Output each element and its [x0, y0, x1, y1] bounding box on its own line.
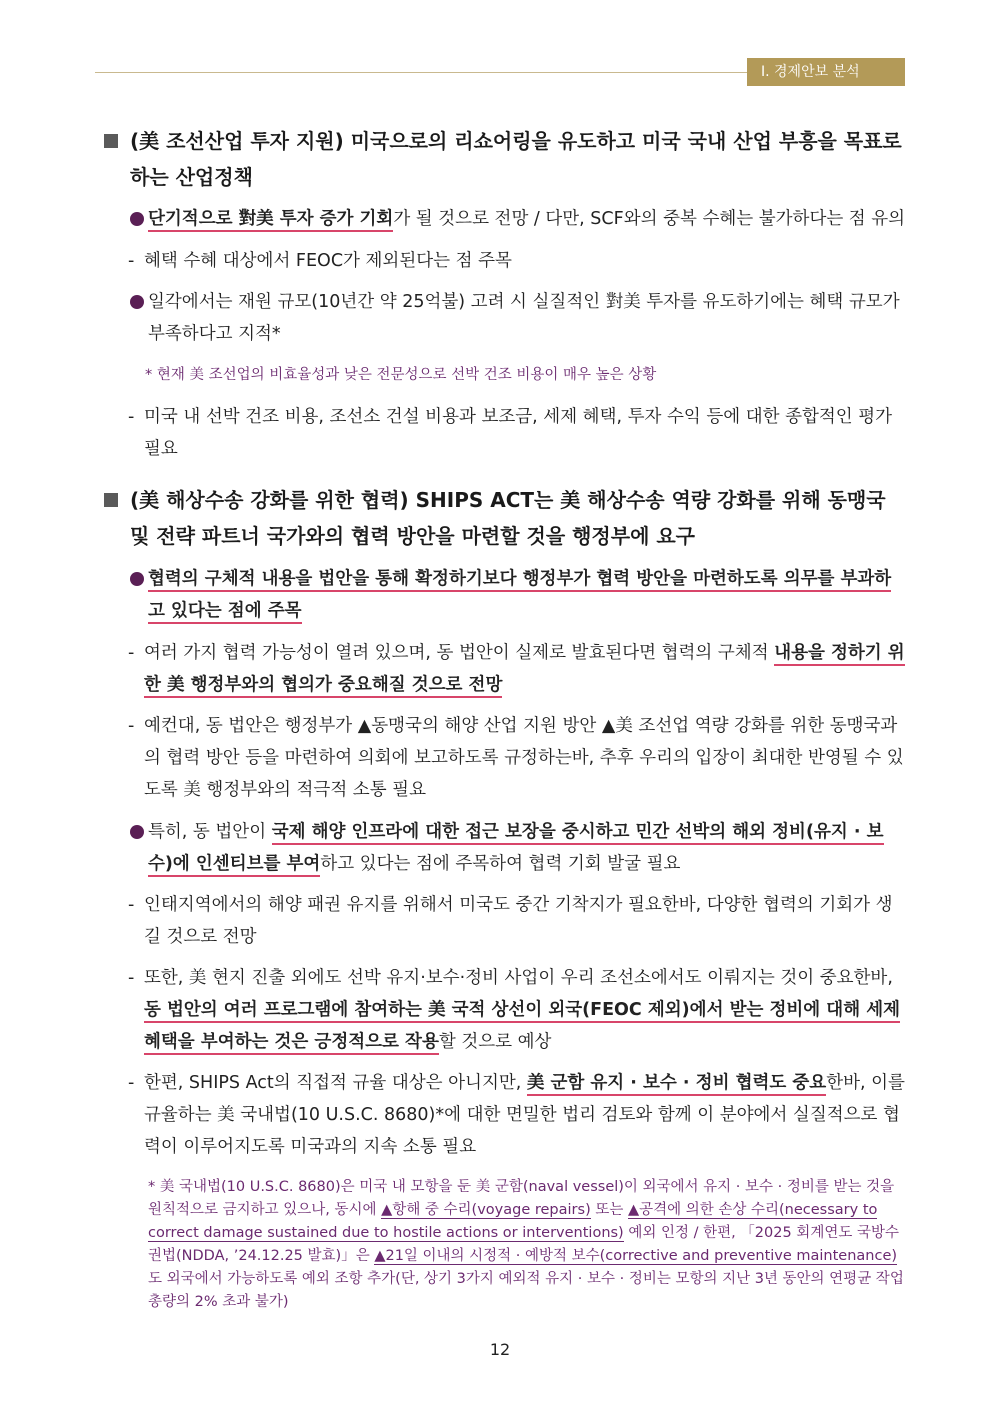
dash-text: 예컨대, 동 법안은 행정부가 ▲동맹국의 해양 산업 지원 방안 ▲美 조선업 역량 강화를 위한 동맹국과의 협력 방안 등을 마련하여 의회에 보고하도록 규정하는바, 추후 우리의 입장이 최대한 반영될 수 있도록 美 행정부와의 적극적 소통 필요	[144, 716, 904, 800]
section1-dash1: - 혜택 수혜 대상에서 FEOC가 제외된다는 점 주목	[128, 245, 908, 277]
highlighted-phrase: 협력의 구체적 내용을 법안을 통해 확정하기보다 행정부가 협력 방안을 마련하도록 의무를 부과하고 있다는 점에 주목	[148, 569, 891, 624]
section-tab: Ⅰ. 경제안보 분석	[747, 58, 905, 86]
dash-text: 혜택 수혜 대상에서 FEOC가 제외된다는 점 주목	[144, 251, 512, 271]
section2-dash2: - 예컨대, 동 법안은 행정부가 ▲동맹국의 해양 산업 지원 방안 ▲美 조선업 역량 강화를 위한 동맹국과의 협력 방안 등을 마련하여 의회에 보고하도록 규정하는바, 추후 우리의 입장이 최대한 반영될 수 있도록 美 행정부와의 적극적 소통 필요	[128, 710, 908, 806]
bullet-text: 하고 있다는 점에 주목하여 협력 기회 발굴 필요	[320, 854, 681, 874]
footnote-underlined: ▲항해 중 수리(voyage repairs)	[381, 1202, 591, 1218]
section2-bullet1	[130, 563, 908, 627]
dash-text: 인태지역에서의 해양 패권 유지를 위해서 미국도 중간 기착지가 필요한바, 다양한 협력의 기회가 생길 것으로 전망	[144, 895, 893, 947]
dash-text: 미국 내 선박 건조 비용, 조선소 건설 비용과 보조금, 세제 혜택, 투자 수익 등에 대한 종합적인 평가 필요	[144, 407, 893, 459]
square-bullet-icon	[104, 493, 118, 507]
section2-dash5: - 한편, SHIPS Act의 직접적 규율 대상은 아니지만, 美 군함 유지 · 보수 · 정비 협력도 중요한바, 이를 규율하는 美 국내법(10 U.S.C. 8680)*에 대한 면밀한 법리 검토와 함께 이 분야에서 실질적으로 협력이 이루어지도록 미국과의 지속 소통 필요	[128, 1073, 905, 1157]
dash-text: 여러 가지 협력 가능성이 열려 있으며, 동 법안이 실제로 발효된다면 협력의 구체적	[144, 643, 775, 663]
footnote-underlined: ▲21일 이내의 시정적 · 예방적 보수(corrective and preventive maintenance)	[374, 1248, 898, 1264]
section2-dash1: - 여러 가지 협력 가능성이 열려 있으며, 동 법안이 실제로 발효된다면 협력의 구체적 내용을 정하기 위한 美 행정부와의 협의가 중요해질 것으로 전망	[128, 637, 908, 701]
footnote-underlined: ▲공격에 의한 손상 수리(necessary to correct damage sustained due to hostile actions or interventions)	[148, 1202, 878, 1241]
section2-heading	[104, 482, 909, 554]
section2-dash4: - 또한, 美 현지 진출 외에도 선박 유지·보수·정비 사업이 우리 조선소에서도 이뤄지는 것이 중요한바, 동 법안의 여러 프로그램에 참여하는 美 국적 상선이 외국(FEOC 제외)에서 받는 정비에 대해 세제 혜택을 부여하는 것은 긍정적으로 작용할 것으로 예상	[128, 962, 908, 1058]
highlighted-phrase: 美 군함 유지 · 보수 · 정비 협력도 중요	[527, 1073, 826, 1096]
header-rule	[95, 72, 747, 73]
bullet-text: 특히, 동 법안이	[148, 822, 272, 842]
dash-text: 한편, SHIPS Act의 직접적 규율 대상은 아니지만,	[144, 1073, 527, 1093]
section1-heading	[104, 123, 909, 195]
section1-heading-text: (美 조선산업 투자 지원) 미국으로의 리쇼어링을 유도하고 미국 국내 산업 부흥을 목표로 하는 산업정책	[130, 129, 902, 189]
circle-bullet-icon	[130, 825, 144, 839]
highlighted-phrase: 내용을 정하기 위한 美 행정부와의 협의가 중요해질 것으로 전망	[144, 643, 905, 698]
section2-heading-text: (美 해상수송 강화를 위한 협력) SHIPS ACT는 美 해상수송 역량 강화를 위해 동맹국 및 전략 파트너 국가와의 협력 방안을 마련할 것을 행정부에 요구	[130, 488, 886, 548]
section1-dash2: - 미국 내 선박 건조 비용, 조선소 건설 비용과 보조금, 세제 혜택, 투자 수익 등에 대한 종합적인 평가 필요	[128, 401, 908, 465]
section2-bullet2	[130, 816, 908, 880]
dash-text: 할 것으로 예상	[438, 1032, 552, 1052]
dash-text: 한바, 이를 규율하는 美 국내법(10 U.S.C. 8680)*에 대한 면밀한 법리 검토와 함께 이 분야에서 실질적으로 협력이 이루어지도록 미국과의 지속 소통 필요	[144, 1073, 905, 1157]
page-number: 12	[489, 1340, 511, 1359]
highlighted-phrase: 단기적으로 對美 투자 증가 기회	[148, 209, 393, 232]
bullet-text: 가 될 것으로 전망 / 다만, SCF와의 중복 수혜는 불가하다는 점 유의	[393, 209, 906, 229]
square-bullet-icon	[104, 134, 118, 148]
section1-bullet2	[130, 286, 908, 350]
section1-footnote: * 현재 美 조선업의 비효율성과 낮은 전문성으로 선박 건조 비용이 매우 높은 상황	[145, 367, 657, 383]
bullet-text: 일각에서는 재원 규모(10년간 약 25억불) 고려 시 실질적인 對美 투자를 유도하기에는 혜택 규모가 부족하다고 지적*	[148, 292, 900, 344]
dash-text: 또한, 美 현지 진출 외에도 선박 유지·보수·정비 사업이 우리 조선소에서도 이뤄지는 것이 중요한바,	[144, 968, 893, 988]
circle-bullet-icon	[130, 572, 144, 586]
circle-bullet-icon	[130, 295, 144, 309]
section2-footnote: * 美 국내법(10 U.S.C. 8680)은 미국 내 모항을 둔 美 군함(naval vessel)이 외국에서 유지 · 보수 · 정비를 받는 것을 원칙적으로 금지하고 있으나, 동시에 ▲항해 중 수리(voyage repairs) 또는 ▲공격에 의한 손상 수리(necessary to correct damage sustained due to hostile actions or interventions) 예외 인정 / 한편, 「2025 회계연도 국방수권법(NDDA, ’24.12.25 발효)」은 ▲21일 이내의 시정적 · 예방적 보수(corrective and preventive maintenance)도 외국에서 가능하도록 예외 조항 추가(단, 상기 3가지 예외적 유지 · 보수 · 정비는 모항의 지난 3년 동안의 연평균 작업 총량의 2% 초과 불가)	[148, 1179, 904, 1310]
highlighted-phrase: 국제 해양 인프라에 대한 접근 보장을 중시하고 민간 선박의 해외 정비(유지 · 보수)에 인센티브를 부여	[148, 822, 884, 877]
highlighted-phrase: 동 법안의 여러 프로그램에 참여하는 美 국적 상선이 외국(FEOC 제외)에서 받는 정비에 대해 세제 혜택을 부여하는 것은 긍정적으로 작용	[144, 1000, 900, 1055]
circle-bullet-icon	[130, 212, 144, 226]
section2-dash3: - 인태지역에서의 해양 패권 유지를 위해서 미국도 중간 기착지가 필요한바, 다양한 협력의 기회가 생길 것으로 전망	[128, 889, 908, 953]
section1-bullet1	[130, 203, 908, 235]
